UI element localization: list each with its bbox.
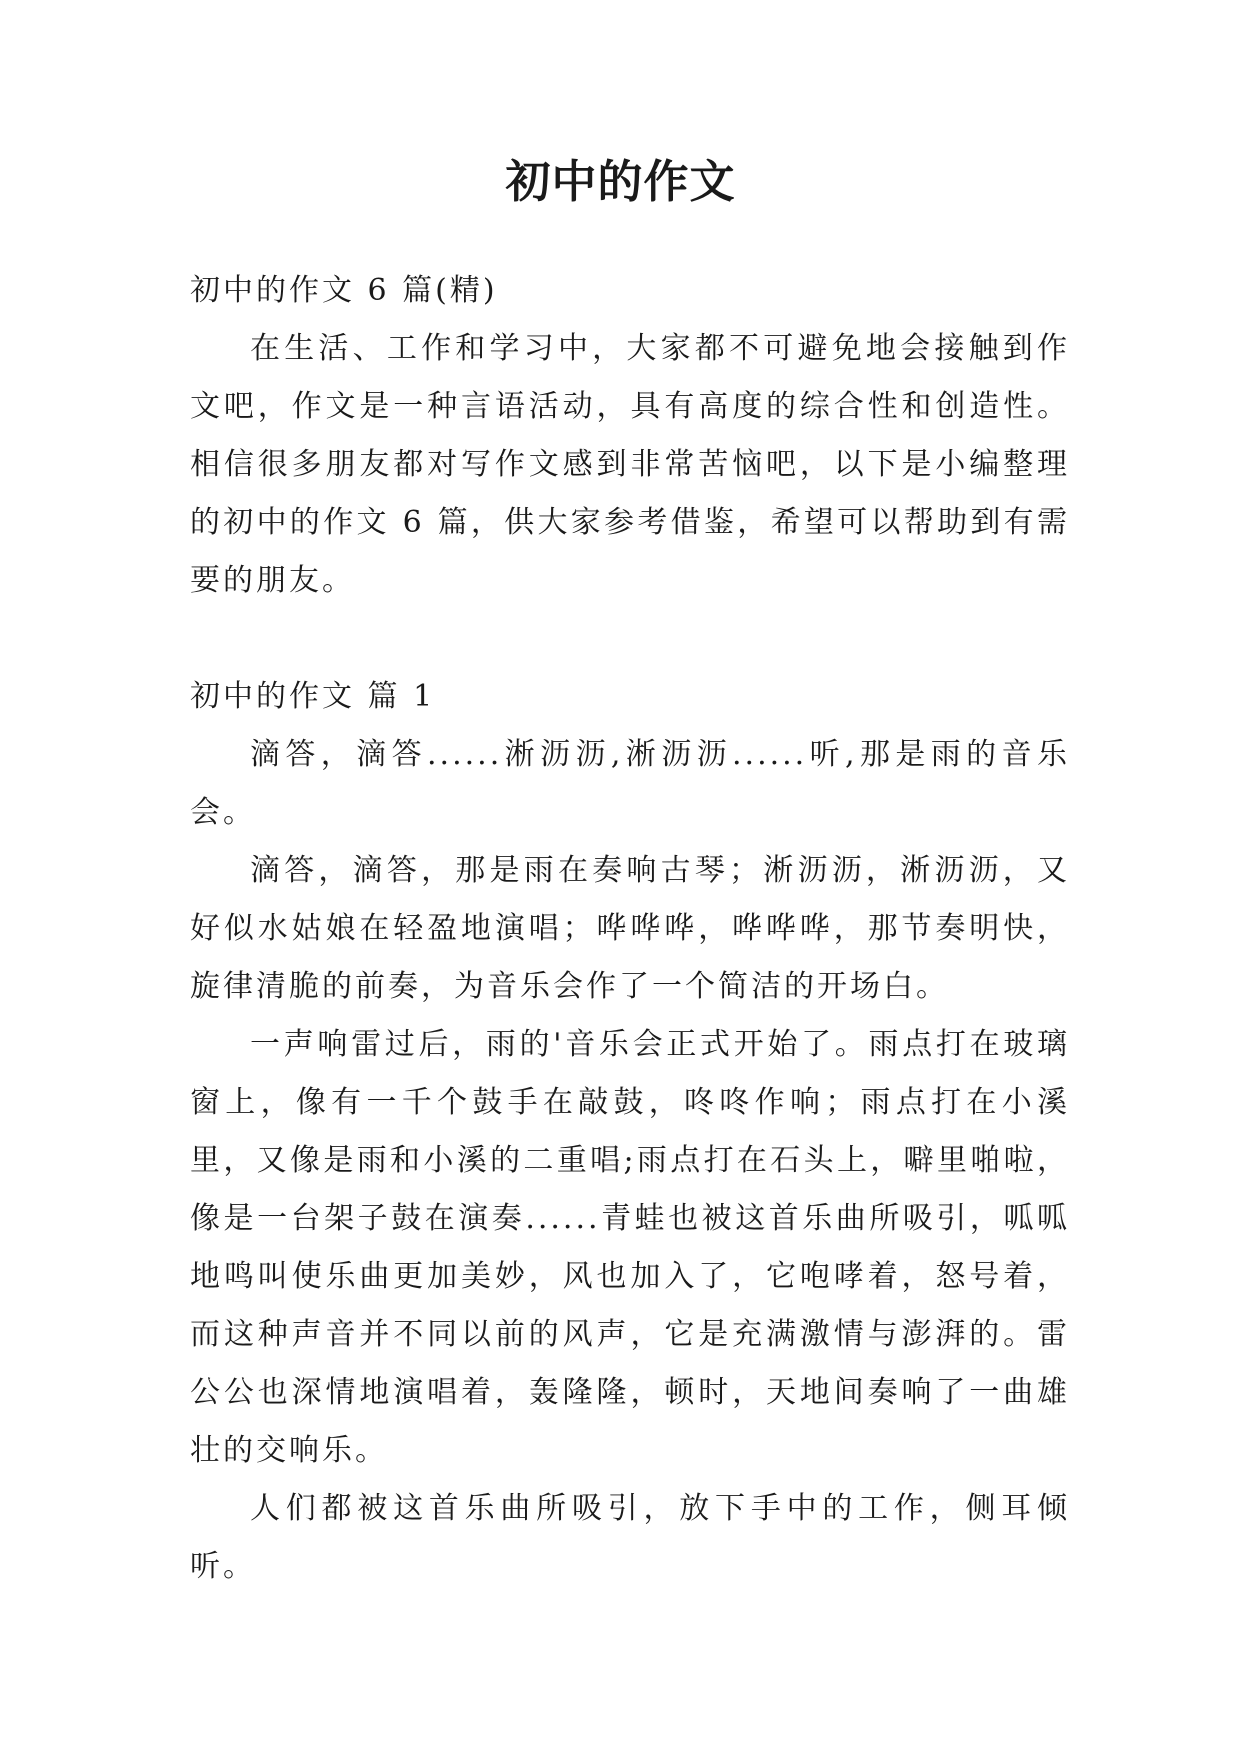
document-subtitle: 初中的作文 6 篇(精)	[190, 273, 498, 308]
section-heading: 初中的作文 篇 1	[190, 679, 436, 714]
document-title: 初中的作文	[505, 155, 736, 208]
body-paragraph: 滴答，滴答，那是雨在奏响古琴；淅沥沥，淅沥沥，又好似水姑娘在轻盈地演唱；哗哗哗，哗哗哗，那节奏明快，旋律清脆的前奏，为音乐会作了一个简洁的开场白。	[190, 853, 1070, 1004]
body-paragraph: 一声响雷过后，雨的'音乐会正式开始了。雨点打在玻璃窗上，像有一千个鼓手在敲鼓，咚咚作响；雨点打在小溪里，又像是雨和小溪的二重唱;雨点打在石头上，噼里啪啦，像是一台架子鼓在演奏......青蛙也被这首乐曲所吸引，呱呱地鸣叫使乐曲更加美妙，风也加入了，它咆哮着，怒号着，而这种声音并不同以前的风声，它是充满激情与澎湃的。雷公公也深情地演唱着，轰隆隆，顿时，天地间奏响了一曲雄壮的交响乐。	[190, 1027, 1070, 1468]
section-gap	[190, 610, 1070, 668]
document-body	[190, 262, 1070, 1596]
intro-paragraph: 在生活、工作和学习中，大家都不可避免地会接触到作文吧，作文是一种言语活动，具有高度的综合性和创造性。相信很多朋友都对写作文感到非常苦恼吧，以下是小编整理的初中的作文 6 篇，供大家参考借鉴，希望可以帮助到有需要的朋友。	[190, 331, 1070, 598]
body-paragraph: 滴答，滴答......淅沥沥,淅沥沥......听,那是雨的音乐会。	[190, 737, 1070, 830]
body-paragraph: 人们都被这首乐曲所吸引，放下手中的工作，侧耳倾听。	[190, 1491, 1070, 1584]
